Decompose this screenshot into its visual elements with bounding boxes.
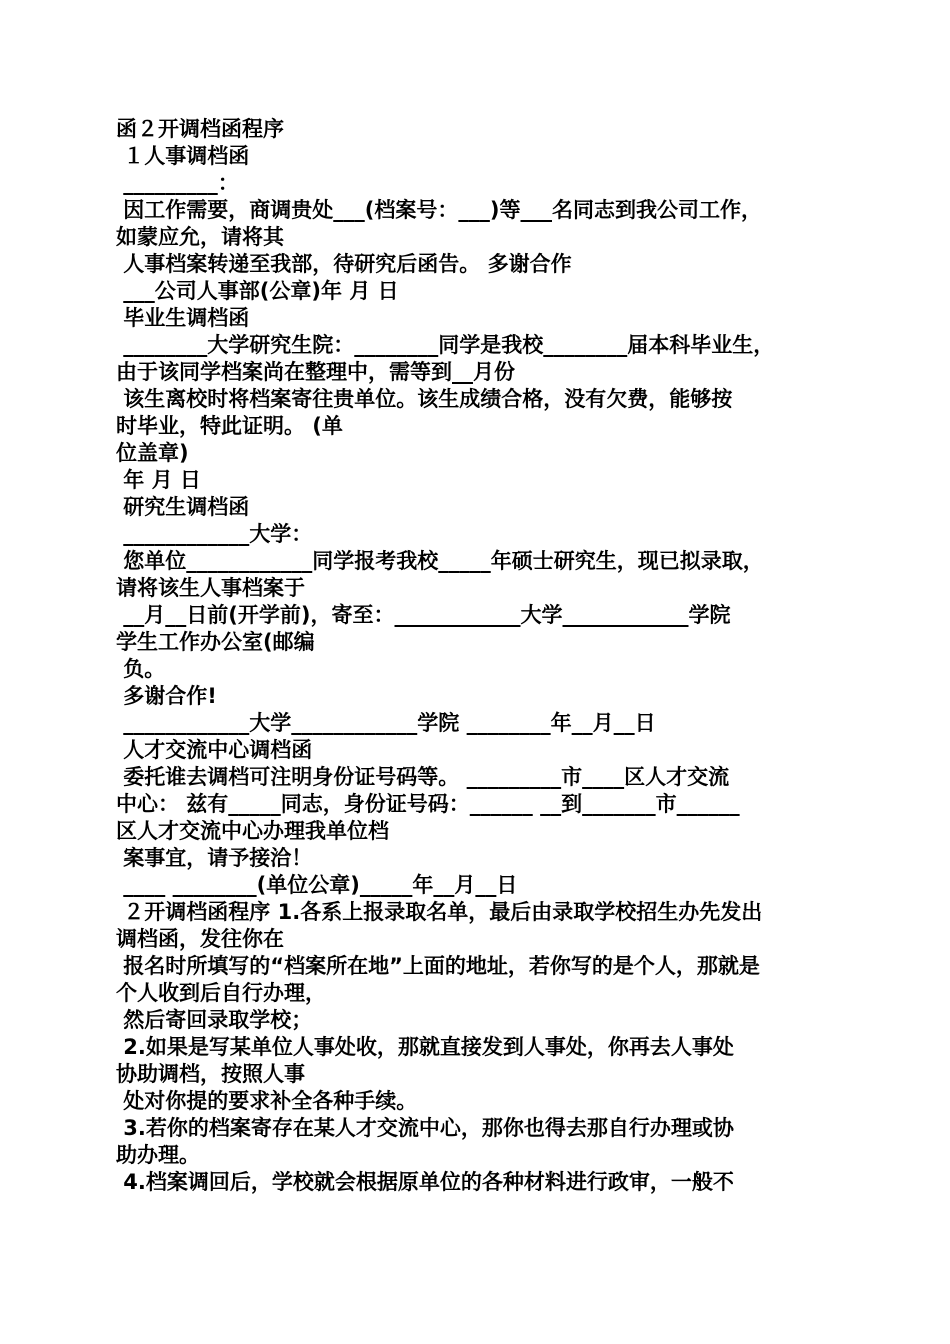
text-line: 中心： 兹有_____同志，身份证号码：______ __到_______市______ (116, 792, 740, 816)
text-line: 年 月 日 (116, 468, 201, 492)
text-line: 4.档案调回后，学校就会根据原单位的各种材料进行政审，一般不 (116, 1170, 734, 1194)
text-line: 助办理。 (116, 1143, 200, 1167)
text-line: 调档函，发往你在 (116, 927, 284, 951)
text-line: 区人才交流中心办理我单位档 (116, 819, 389, 843)
text-line: _________： (116, 171, 239, 195)
text-line: ____ ________(单位公章)_____年__月__日 (116, 873, 518, 897)
section-heading-talent-center-transfer-letter: 人才交流中心调档函 (116, 738, 313, 762)
text-line: 处对你提的要求补全各种手续。 (116, 1089, 418, 1113)
text-line: 2.如果是写某单位人事处收，那就直接发到人事处，你再去人事处 (116, 1035, 734, 1059)
text-line: 如蒙应允，请将其 (116, 225, 284, 249)
text-line: ____________大学： (116, 522, 313, 546)
text-line: 请将该生人事档案于 (116, 576, 305, 600)
text-line: ___公司人事部(公章)年 月 日 (116, 279, 399, 303)
text-line: 案事宜，请予接洽！ (116, 846, 313, 870)
text-line: 负。 (116, 657, 166, 681)
text-line: 时毕业，特此证明。 (单 (116, 414, 343, 438)
text-line: 人事档案转递至我部，待研究后函告。 多谢合作 (116, 252, 572, 276)
text-line: 由于该同学档案尚在整理中，需等到__月份 (116, 360, 515, 384)
text-line: 协助调档，按照人事 (116, 1062, 305, 1086)
text-line: 位盖章) (116, 441, 189, 465)
text-line: 委托谁去调档可注明身份证号码等。 _________市____区人才交流 (116, 765, 730, 789)
text-line: 该生离校时将档案寄往贵单位。该生成绩合格，没有欠费，能够按 (116, 387, 733, 411)
text-line: 学生工作办公室(邮编 (116, 630, 315, 654)
doc-title: 函２开调档函程序 (116, 117, 284, 141)
section-heading-postgraduate-transfer-letter: 研究生调档函 (116, 495, 250, 519)
text-line: 因工作需要，商调贵处___(档案号：___)等___名同志到我公司工作， (116, 198, 763, 222)
text-line: 然后寄回录取学校； (116, 1008, 313, 1032)
text-line: 您单位____________同学报考我校_____年硕士研究生，现已拟录取， (116, 549, 764, 573)
text-line: __月__日前(开学前)，寄至：____________大学____________学院 (116, 603, 731, 627)
text-line: 报名时所填写的“档案所在地”上面的地址，若你写的是个人，那就是 (116, 954, 760, 978)
text-line: ________大学研究生院：________同学是我校________届本科毕业生， (116, 333, 775, 357)
section-heading-graduate-transfer-letter: 毕业生调档函 (116, 306, 250, 330)
text-line: ____________大学____________学院 ________年__月__日 (116, 711, 656, 735)
section-heading-personnel-transfer-letter: １人事调档函 (116, 144, 250, 168)
section-heading-procedure: ２开调档函程序 1.各系上报录取名单，最后由录取学校招生办先发出 (116, 900, 763, 924)
text-line: 3.若你的档案寄存在某人才交流中心，那你也得去那自行办理或协 (116, 1116, 734, 1140)
text-line: 多谢合作! (116, 684, 217, 708)
document-body (116, 116, 838, 1196)
text-line: 个人收到后自行办理， (116, 981, 326, 1005)
